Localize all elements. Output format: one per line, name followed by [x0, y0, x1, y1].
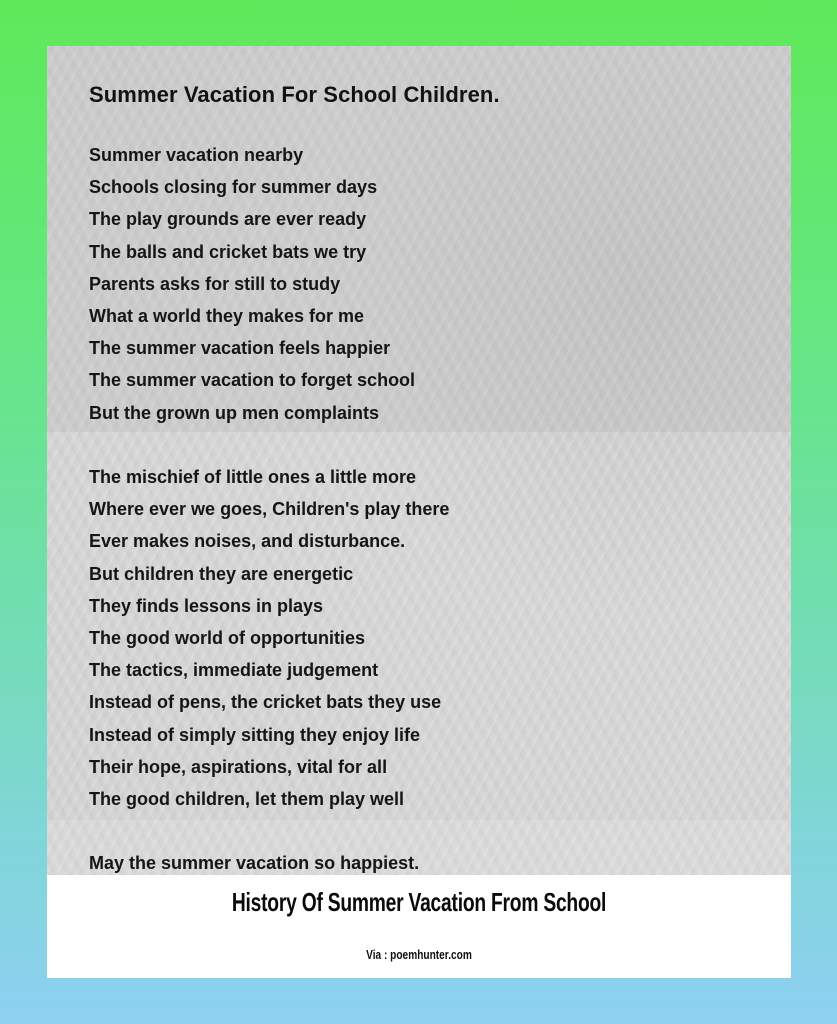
- stanza-2: [89, 461, 449, 815]
- poem-line: Summer vacation nearby: [89, 145, 304, 165]
- poem-line: Parents asks for still to study: [89, 273, 341, 294]
- poem-image-area: [47, 46, 791, 875]
- poem-line: The balls and cricket bats we try: [89, 241, 367, 262]
- poem-line: Schools closing for summer days: [89, 177, 378, 198]
- caption-footer: [47, 875, 791, 978]
- poem-line: They finds lessons in plays: [89, 595, 324, 616]
- poem-line: The mischief of little ones a little more: [89, 467, 417, 487]
- poem-line: The play grounds are ever ready: [89, 209, 367, 230]
- poem-line: The tactics, immediate judgement: [89, 660, 379, 681]
- poem-line: What a world they makes for me: [89, 305, 365, 326]
- poem-line: The good children, let them play well: [89, 788, 405, 809]
- poem-line: The good world of opportunities: [89, 627, 365, 648]
- poem-card: [47, 46, 791, 978]
- caption-title: History Of Summer Vacation From School: [231, 887, 607, 917]
- poem-line: The summer vacation feels happier: [89, 338, 391, 359]
- poem-line: Where ever we goes, Children's play there: [89, 499, 450, 520]
- poem-line: But children they are energetic: [89, 563, 354, 584]
- poem-line: Instead of simply sitting they enjoy life: [89, 724, 421, 745]
- source-credit: Via : poemhunter.com: [366, 947, 472, 962]
- poem-line: But the grown up men complaints: [89, 402, 380, 423]
- poem-line: Their hope, aspirations, vital for all: [89, 756, 388, 777]
- poem-line: The summer vacation to forget school: [89, 370, 416, 391]
- poem-line: May the summer vacation so happiest.: [89, 853, 420, 873]
- stanza-1: [89, 139, 415, 429]
- poem-line: Ever makes noises, and disturbance.: [89, 531, 406, 552]
- poem-title: Summer Vacation For School Children.: [89, 82, 500, 107]
- poem-line: Instead of pens, the cricket bats they use: [89, 692, 442, 713]
